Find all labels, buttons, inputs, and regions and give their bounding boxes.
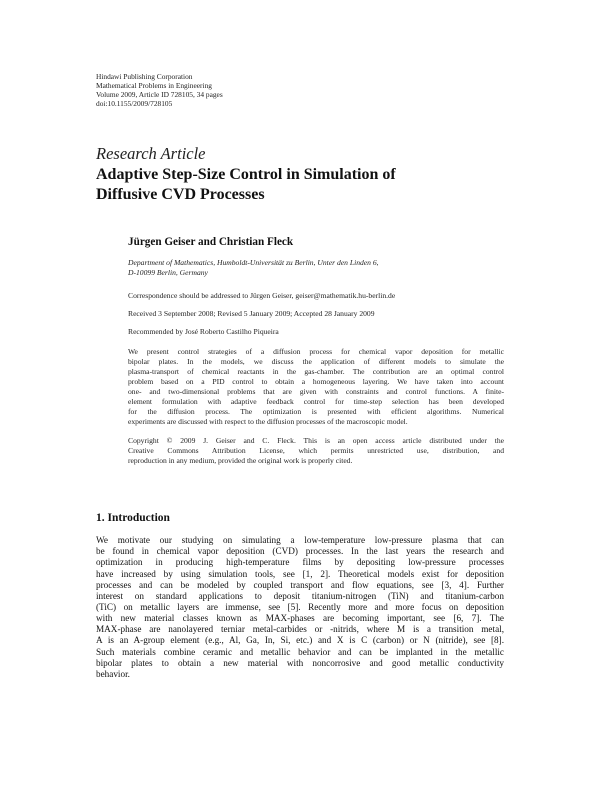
journal-doi: doi:10.1155/2009/728105: [96, 99, 173, 108]
abstract-line: experiments are discussed with respect to the diffusion processes of the macroscopic model.: [128, 417, 408, 426]
body-text-line: be found in chemical vapor deposition (CVD) processes. In the last years the research and: [96, 546, 504, 556]
body-text-line: We motivate our studying on simulating a low-temperature low-pressure plasma that can: [96, 535, 504, 545]
author-list: Jürgen Geiser and Christian Fleck: [128, 236, 294, 248]
copyright-line: Copyright © 2009 J. Geiser and C. Fleck. This is an open access article distributed under the: [128, 436, 504, 445]
paper-title-line: Adaptive Step-Size Control in Simulation of: [96, 166, 396, 183]
body-text-line: MAX-phase are nanolayered terniar metal-carbides or -nitrids, where M is a transition metal,: [96, 624, 504, 634]
section-heading: 1. Introduction: [96, 512, 170, 524]
body-text-line: bipolar plates to obtain a new material with noncorrosive and good metallic conductivity: [96, 658, 504, 668]
body-text-line: behavior.: [96, 669, 130, 679]
copyright-line: reproduction in any medium, provided the original work is properly cited.: [128, 456, 353, 465]
recommended-by: Recommended by José Roberto Castilho Piqueira: [128, 327, 279, 336]
journal-name: Mathematical Problems in Engineering: [96, 81, 212, 90]
abstract-line: for the diffusion process. The optimization is presented with efficient algorithms. Numerical: [128, 407, 504, 416]
abstract-line: problem based on a PID control to obtain a homogeneous layering. We have taken into account: [128, 377, 504, 386]
abstract-line: bipolar plates. In the models, we discuss the application of different models to simulate the: [128, 357, 504, 366]
abstract-line: plasma-transport of chemical reactants in the gas-chamber. The contribution are an optimal control: [128, 367, 504, 376]
abstract-line: element formulation with adaptive feedback control for time-step selection has been developed: [128, 397, 504, 406]
body-text-line: processes and can be modeled by coupled transport and flow equations, see [3, 4]. Further: [96, 580, 504, 590]
affiliation-line: D-10099 Berlin, Germany: [128, 268, 208, 277]
abstract-line: We present control strategies of a diffusion process for chemical vapor deposition for metallic: [128, 347, 504, 356]
correspondence-note: Correspondence should be addressed to Jürgen Geiser, geiser@mathematik.hu-berlin.de: [128, 291, 396, 300]
body-text-line: Such materials combine ceramic and metallic behavior and can be implanted in the metallic: [96, 647, 504, 657]
body-text-line: interest on standard applications to deposit titanium-nitrogen (TiN) and titanium-carbon: [96, 591, 504, 601]
body-text-line: have increased by using simulation tools, see [1, 2]. Theoretical models exist for deposition: [96, 569, 504, 579]
journal-publisher: Hindawi Publishing Corporation: [96, 72, 193, 81]
body-text-line: A is an A-group element (e.g., Al, Ga, In, Si, etc.) and X is C (carbon) or N (nitride), see [8].: [96, 635, 504, 645]
body-text-line: optimization in producing high-temperature films by depositing low-pressure processes: [96, 557, 504, 567]
article-type-label: Research Article: [96, 144, 206, 163]
body-text-line: with new material classes known as MAX-phases are becoming important, see [6, 7]. The: [96, 613, 504, 623]
publication-dates: Received 3 September 2008; Revised 5 January 2009; Accepted 28 January 2009: [128, 309, 375, 318]
affiliation-line: Department of Mathematics, Humboldt-Universität zu Berlin, Unter den Linden 6,: [128, 258, 379, 267]
paper-title-line: Diffusive CVD Processes: [96, 186, 265, 203]
abstract-line: one- and two-dimensional problems that are given with constraints and control functions. A finite-: [128, 387, 504, 396]
body-text-line: (TiC) on metallic layers are immense, see [5]. Recently more and more focus on deposition: [96, 602, 504, 612]
copyright-line: Creative Commons Attribution License, which permits unrestricted use, distribution, and: [128, 446, 504, 455]
journal-volume: Volume 2009, Article ID 728105, 34 pages: [96, 90, 223, 99]
